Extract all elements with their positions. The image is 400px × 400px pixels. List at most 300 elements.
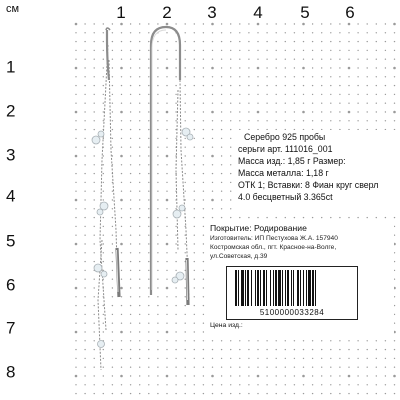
grid-dot xyxy=(84,155,85,156)
grid-dot xyxy=(94,85,95,86)
grid-dot xyxy=(248,340,249,341)
grid-dot xyxy=(75,23,78,26)
grid-dot xyxy=(257,349,258,350)
grid-dot xyxy=(75,164,76,165)
grid-dot xyxy=(185,279,186,280)
grid-dot xyxy=(75,393,76,394)
grid-dot xyxy=(212,103,213,104)
grid-dot xyxy=(75,120,76,121)
grid-dot xyxy=(203,393,204,394)
grid-dot xyxy=(148,305,149,306)
grid-dot xyxy=(321,32,322,33)
grid-dot xyxy=(121,349,122,350)
grid-dot xyxy=(348,367,349,368)
grid-dot xyxy=(139,331,140,332)
grid-dot xyxy=(230,173,231,174)
grid-dot xyxy=(175,32,176,33)
grid-dot xyxy=(221,199,222,200)
grid-dot xyxy=(266,85,267,86)
grid-dot xyxy=(185,331,186,332)
grid-dot xyxy=(175,331,176,332)
grid-dot xyxy=(75,67,78,70)
grid-dot xyxy=(175,270,176,271)
grid-dot xyxy=(285,120,286,121)
grid-dot xyxy=(367,217,368,218)
grid-dot xyxy=(285,67,286,68)
grid-dot xyxy=(139,217,140,218)
grid-dot xyxy=(303,349,304,350)
grid-dot xyxy=(385,41,386,42)
grid-dot xyxy=(139,226,140,227)
grid-dot xyxy=(130,103,131,104)
grid-dot xyxy=(139,129,140,130)
grid-dot xyxy=(103,94,104,95)
grid-dot xyxy=(175,111,176,112)
grid-dot xyxy=(120,67,123,70)
plating-text: Покрытие: Родирование xyxy=(210,223,307,233)
grid-dot xyxy=(348,23,351,26)
grid-dot xyxy=(185,138,186,139)
barcode xyxy=(226,266,358,320)
grid-dot xyxy=(148,323,149,324)
grid-dot xyxy=(121,85,122,86)
grid-dot xyxy=(194,182,195,183)
grid-dot xyxy=(139,367,140,368)
grid-dot xyxy=(112,358,113,359)
spec-inserts: ОТК 1; Вставки: 8 Фиан круг сверл xyxy=(238,180,379,190)
grid-dot xyxy=(75,129,76,130)
grid-dot xyxy=(394,349,395,350)
grid-dot xyxy=(239,111,240,112)
grid-dot xyxy=(94,358,95,359)
grid-dot xyxy=(203,226,204,227)
grid-dot xyxy=(357,367,358,368)
grid-dot xyxy=(221,375,222,376)
grid-dot xyxy=(121,41,122,42)
grid-dot xyxy=(148,129,149,130)
grid-dot xyxy=(303,340,304,341)
grid-dot xyxy=(166,191,167,192)
grid-dot xyxy=(257,85,258,86)
grid-dot xyxy=(148,340,149,341)
grid-dot xyxy=(285,375,286,376)
grid-dot xyxy=(75,59,76,60)
grid-dot xyxy=(394,217,395,218)
grid-dot xyxy=(211,375,214,378)
grid-dot xyxy=(84,67,85,68)
grid-dot xyxy=(303,393,304,394)
grid-dot xyxy=(266,103,267,104)
grid-dot xyxy=(294,23,295,24)
grid-dot xyxy=(257,67,260,70)
grid-dot xyxy=(248,358,249,359)
grid-dot xyxy=(139,340,140,341)
grid-dot xyxy=(166,147,167,148)
grid-dot xyxy=(285,94,286,95)
grid-dot xyxy=(221,349,222,350)
grid-dot xyxy=(148,191,149,192)
grid-dot xyxy=(157,375,158,376)
grid-dot xyxy=(203,287,204,288)
grid-dot xyxy=(330,367,331,368)
grid-dot xyxy=(394,314,395,315)
grid-dot xyxy=(148,164,149,165)
grid-dot xyxy=(312,32,313,33)
grid-dot xyxy=(112,384,113,385)
grid-dot xyxy=(257,340,258,341)
grid-dot xyxy=(139,199,140,200)
grid-dot xyxy=(185,270,186,271)
grid-dot xyxy=(139,243,140,244)
grid-dot xyxy=(185,111,186,112)
grid-dot xyxy=(94,349,95,350)
grid-dot xyxy=(148,120,149,121)
grid-dot xyxy=(203,270,204,271)
grid-dot xyxy=(211,155,214,158)
grid-dot xyxy=(194,164,195,165)
grid-dot xyxy=(212,164,213,165)
grid-dot xyxy=(203,191,204,192)
grid-dot xyxy=(166,67,169,70)
grid-dot xyxy=(203,85,204,86)
grid-dot xyxy=(339,85,340,86)
grid-dot xyxy=(239,349,240,350)
grid-dot xyxy=(294,76,295,77)
grid-dot xyxy=(175,279,176,280)
grid-dot xyxy=(185,32,186,33)
grid-dot xyxy=(230,129,231,130)
grid-dot xyxy=(321,76,322,77)
grid-dot xyxy=(148,375,149,376)
grid-dot xyxy=(230,164,231,165)
left-ruler-mark-5: 5 xyxy=(6,231,16,251)
grid-dot xyxy=(175,305,176,306)
grid-dot xyxy=(266,393,267,394)
grid-dot xyxy=(194,393,195,394)
grid-dot xyxy=(75,155,78,158)
grid-dot xyxy=(175,50,176,51)
grid-dot xyxy=(175,252,176,253)
grid-dot xyxy=(203,59,204,60)
grid-dot xyxy=(112,375,113,376)
grid-dot xyxy=(367,41,368,42)
grid-dot xyxy=(394,85,395,86)
grid-dot xyxy=(121,182,122,183)
grid-dot xyxy=(367,50,368,51)
grid-dot xyxy=(312,94,313,95)
grid-dot xyxy=(194,208,195,209)
grid-dot xyxy=(230,120,231,121)
grid-dot xyxy=(330,94,331,95)
grid-dot xyxy=(157,243,158,244)
grid-dot xyxy=(385,217,386,218)
grid-dot xyxy=(321,358,322,359)
grid-dot xyxy=(294,349,295,350)
grid-dot xyxy=(348,111,351,114)
grid-dot xyxy=(112,235,113,236)
grid-dot xyxy=(139,261,140,262)
grid-dot xyxy=(103,50,104,51)
grid-dot xyxy=(212,76,213,77)
grid-dot xyxy=(185,296,186,297)
grid-dot xyxy=(112,191,113,192)
grid-dot xyxy=(94,103,95,104)
grid-dot xyxy=(221,32,222,33)
grid-dot xyxy=(376,32,377,33)
grid-dot xyxy=(230,155,231,156)
grid-dot xyxy=(121,103,122,104)
left-ruler-mark-6: 6 xyxy=(6,275,16,295)
grid-dot xyxy=(212,191,213,192)
grid-dot xyxy=(112,217,113,218)
grid-dot xyxy=(257,23,260,26)
grid-dot xyxy=(121,367,122,368)
grid-dot xyxy=(230,32,231,33)
grid-dot xyxy=(185,375,186,376)
grid-dot xyxy=(112,164,113,165)
grid-dot xyxy=(276,358,277,359)
grid-dot xyxy=(312,76,313,77)
grid-dot xyxy=(339,375,340,376)
grid-dot xyxy=(84,129,85,130)
grid-dot xyxy=(348,50,349,51)
grid-dot xyxy=(75,287,78,290)
left-ruler-mark-7: 7 xyxy=(6,318,16,338)
grid-dot xyxy=(112,50,113,51)
grid-dot xyxy=(175,217,176,218)
grid-dot xyxy=(148,349,149,350)
grid-dot xyxy=(103,111,104,112)
grid-dot xyxy=(139,59,140,60)
grid-dot xyxy=(166,243,169,246)
grid-dot xyxy=(230,67,231,68)
grid-dot xyxy=(194,120,195,121)
grid-dot xyxy=(212,349,213,350)
grid-dot xyxy=(103,384,104,385)
grid-dot xyxy=(121,358,122,359)
grid-dot xyxy=(221,129,222,130)
grid-dot xyxy=(103,76,104,77)
grid-dot xyxy=(357,340,358,341)
grid-dot xyxy=(84,243,85,244)
grid-dot xyxy=(276,375,277,376)
grid-dot xyxy=(166,111,169,114)
grid-dot xyxy=(185,217,186,218)
grid-dot xyxy=(185,164,186,165)
grid-dot xyxy=(175,155,176,156)
grid-dot xyxy=(212,59,213,60)
grid-dot xyxy=(230,340,231,341)
grid-dot xyxy=(130,182,131,183)
grid-dot xyxy=(130,384,131,385)
grid-dot xyxy=(84,226,85,227)
grid-dot xyxy=(302,67,305,70)
grid-dot xyxy=(394,41,395,42)
grid-dot xyxy=(376,85,377,86)
grid-dot xyxy=(212,129,213,130)
grid-dot xyxy=(376,59,377,60)
grid-dot xyxy=(112,103,113,104)
grid-dot xyxy=(339,50,340,51)
grid-dot xyxy=(120,331,123,334)
grid-dot xyxy=(148,314,149,315)
grid-dot xyxy=(112,32,113,33)
grid-dot xyxy=(130,32,131,33)
grid-dot xyxy=(112,296,113,297)
grid-dot xyxy=(139,164,140,165)
grid-dot xyxy=(385,85,386,86)
grid-dot xyxy=(348,59,349,60)
grid-dot xyxy=(221,358,222,359)
grid-dot xyxy=(248,50,249,51)
grid-dot xyxy=(303,384,304,385)
grid-dot xyxy=(248,23,249,24)
grid-dot xyxy=(248,41,249,42)
grid-dot xyxy=(84,111,85,112)
grid-dot xyxy=(330,59,331,60)
grid-dot xyxy=(203,111,204,112)
grid-dot xyxy=(148,261,149,262)
grid-dot xyxy=(157,67,158,68)
grid-dot xyxy=(130,164,131,165)
grid-dot xyxy=(303,76,304,77)
grid-dot xyxy=(112,243,113,244)
grid-dot xyxy=(248,217,249,218)
grid-dot xyxy=(148,155,149,156)
grid-dot xyxy=(194,32,195,33)
grid-dot xyxy=(230,138,231,139)
grid-dot xyxy=(75,314,76,315)
grid-dot xyxy=(221,191,222,192)
grid-dot xyxy=(94,191,95,192)
grid-dot xyxy=(148,384,149,385)
grid-dot xyxy=(394,340,395,341)
top-ruler-mark-2: 2 xyxy=(162,3,172,22)
grid-dot xyxy=(94,138,95,139)
grid-dot xyxy=(321,384,322,385)
grid-dot xyxy=(166,226,167,227)
grid-dot xyxy=(203,252,204,253)
grid-dot xyxy=(394,103,395,104)
grid-dot xyxy=(75,76,76,77)
grid-dot xyxy=(312,349,313,350)
grid-dot xyxy=(103,103,104,104)
grid-dot xyxy=(321,50,322,51)
grid-dot xyxy=(212,138,213,139)
grid-dot xyxy=(84,94,85,95)
grid-dot xyxy=(376,217,377,218)
grid-dot xyxy=(157,23,158,24)
barcode-bar xyxy=(238,270,239,306)
grid-dot xyxy=(139,270,140,271)
grid-dot xyxy=(194,94,195,95)
grid-dot xyxy=(367,32,368,33)
grid-dot xyxy=(139,67,140,68)
grid-dot xyxy=(221,147,222,148)
grid-dot xyxy=(330,111,331,112)
grid-dot xyxy=(75,340,76,341)
grid-dot xyxy=(139,296,140,297)
grid-dot xyxy=(266,50,267,51)
grid-dot xyxy=(221,59,222,60)
grid-dot xyxy=(276,50,277,51)
grid-dot xyxy=(75,85,76,86)
grid-dot xyxy=(393,23,396,26)
left-ruler-mark-8: 8 xyxy=(6,362,16,382)
grid-dot xyxy=(157,279,158,280)
grid-dot xyxy=(357,50,358,51)
grid-dot xyxy=(348,94,349,95)
grid-dot xyxy=(230,59,231,60)
grid-dot xyxy=(112,367,113,368)
grid-dot xyxy=(130,375,131,376)
grid-dot xyxy=(84,103,85,104)
grid-dot xyxy=(94,129,95,130)
grid-dot xyxy=(84,208,85,209)
grid-dot xyxy=(166,32,167,33)
grid-dot xyxy=(157,94,158,95)
grid-dot xyxy=(266,94,267,95)
grid-dot xyxy=(112,208,113,209)
grid-dot xyxy=(185,76,186,77)
grid-dot xyxy=(212,393,213,394)
grid-dot xyxy=(157,41,158,42)
grid-dot xyxy=(230,50,231,51)
grid-dot xyxy=(394,59,395,60)
grid-dot xyxy=(84,384,85,385)
grid-dot xyxy=(130,208,131,209)
left-ruler-mark-3: 3 xyxy=(6,145,16,165)
grid-dot xyxy=(121,340,122,341)
grid-dot xyxy=(330,76,331,77)
grid-dot xyxy=(367,67,368,68)
grid-dot xyxy=(376,120,377,121)
grid-dot xyxy=(121,235,122,236)
grid-dot xyxy=(94,331,95,332)
grid-dot xyxy=(94,67,95,68)
grid-dot xyxy=(175,393,176,394)
grid-dot xyxy=(248,367,249,368)
grid-dot xyxy=(130,279,131,280)
grid-dot xyxy=(112,85,113,86)
grid-dot xyxy=(203,32,204,33)
grid-dot xyxy=(194,111,195,112)
grid-dot xyxy=(302,375,305,378)
grid-dot xyxy=(175,367,176,368)
grid-dot xyxy=(239,103,240,104)
grid-dot xyxy=(112,155,113,156)
grid-dot xyxy=(203,235,204,236)
grid-dot xyxy=(203,331,204,332)
grid-dot xyxy=(203,384,204,385)
grid-dot xyxy=(357,384,358,385)
grid-dot xyxy=(139,358,140,359)
grid-dot xyxy=(257,384,258,385)
grid-dot xyxy=(166,120,167,121)
grid-dot xyxy=(203,76,204,77)
grid-dot xyxy=(112,314,113,315)
grid-dot xyxy=(148,50,149,51)
grid-dot xyxy=(157,314,158,315)
grid-dot xyxy=(175,199,176,200)
grid-dot xyxy=(357,23,358,24)
grid-dot xyxy=(376,340,377,341)
price-tag-label xyxy=(206,220,394,338)
grid-dot xyxy=(94,208,95,209)
grid-dot xyxy=(94,243,95,244)
grid-dot xyxy=(330,23,331,24)
grid-dot xyxy=(75,252,76,253)
